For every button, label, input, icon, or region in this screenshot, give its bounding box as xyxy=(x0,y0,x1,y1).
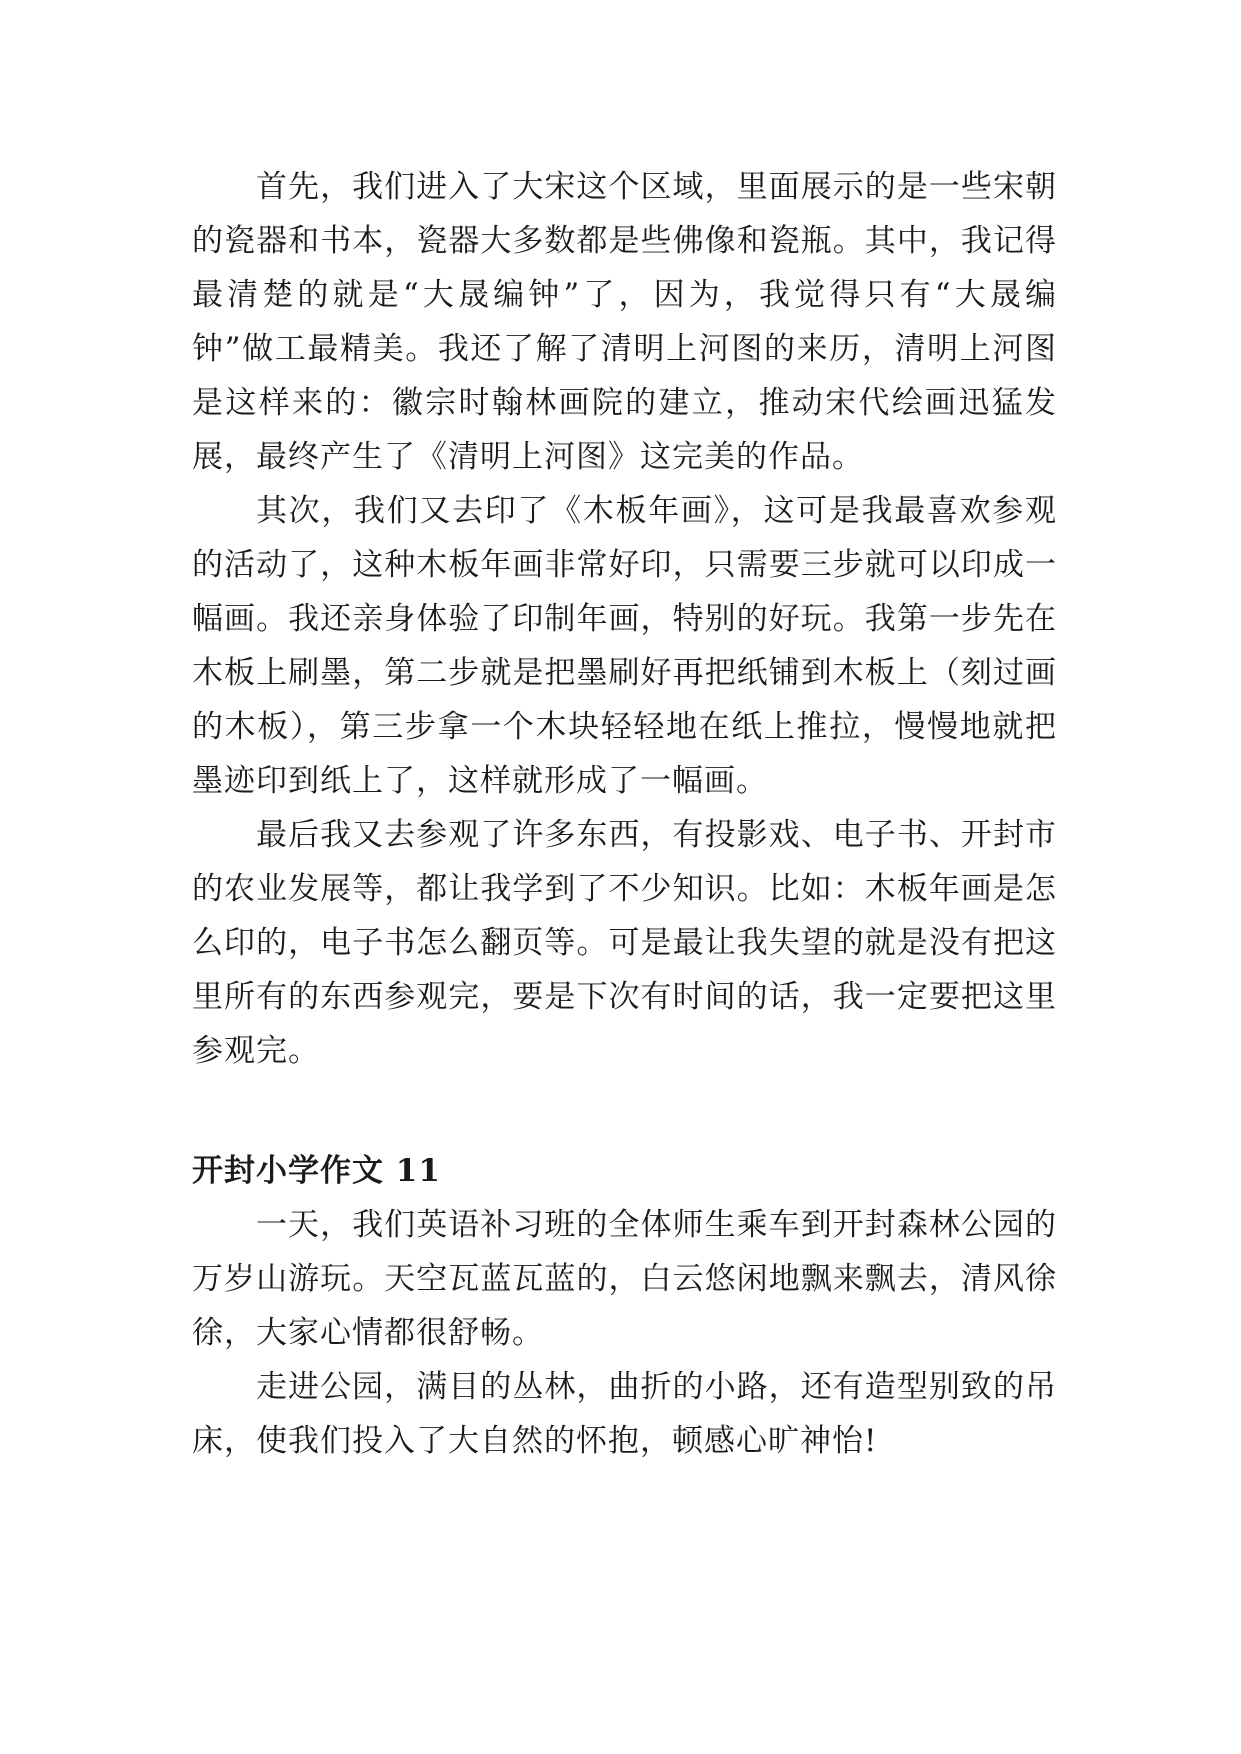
paragraph-other-exhibits: 最后我又去参观了许多东西，有投影戏、电子书、开封市的农业发展等，都让我学到了不少知识。比如：木板年画是怎么印的，电子书怎么翻页等。可是最让我失望的就是没有把这里所有的东西参观完，要是下次有时间的话，我一定要把这里参观完。 xyxy=(192,817,1057,1069)
essay-heading: 开封小学作文 11 xyxy=(192,1153,441,1189)
paragraph-trip-start: 一天，我们英语补习班的全体师生乘车到开封森林公园的万岁山游玩。天空瓦蓝瓦蓝的，白云悠闲地飘来飘去，清风徐徐，大家心情都很舒畅。 xyxy=(192,1207,1057,1351)
paragraph-woodblock-prints: 其次，我们又去印了《木板年画》，这可是我最喜欢参观的活动了，这种木板年画非常好印，只需要三步就可以印成一幅画。我还亲身体验了印制年画，特别的好玩。我第一步先在木板上刷墨，第二步就是把墨刷好再把纸铺到木板上（刻过画的木板），第三步拿一个木块轻轻地在纸上推拉，慢慢地就把墨迹印到纸上了，这样就形成了一幅画。 xyxy=(192,493,1057,799)
paragraph-song-dynasty: 首先，我们进入了大宋这个区域，里面展示的是一些宋朝的瓷器和书本，瓷器大多数都是些佛像和瓷瓶。其中，我记得最清楚的就是“大晟编钟”了，因为，我觉得只有“大晟编钟”做工最精美。我还了解了清明上河图的来历，清明上河图是这样来的：徽宗时翰林画院的建立，推动宋代绘画迅猛发展，最终产生了《清明上河图》这完美的作品。 xyxy=(192,169,1057,475)
paragraph-park-entry: 走进公园，满目的丛林，曲折的小路，还有造型别致的吊床，使我们投入了大自然的怀抱，顿感心旷神怡! xyxy=(192,1369,1057,1459)
document-page xyxy=(192,160,1057,1468)
